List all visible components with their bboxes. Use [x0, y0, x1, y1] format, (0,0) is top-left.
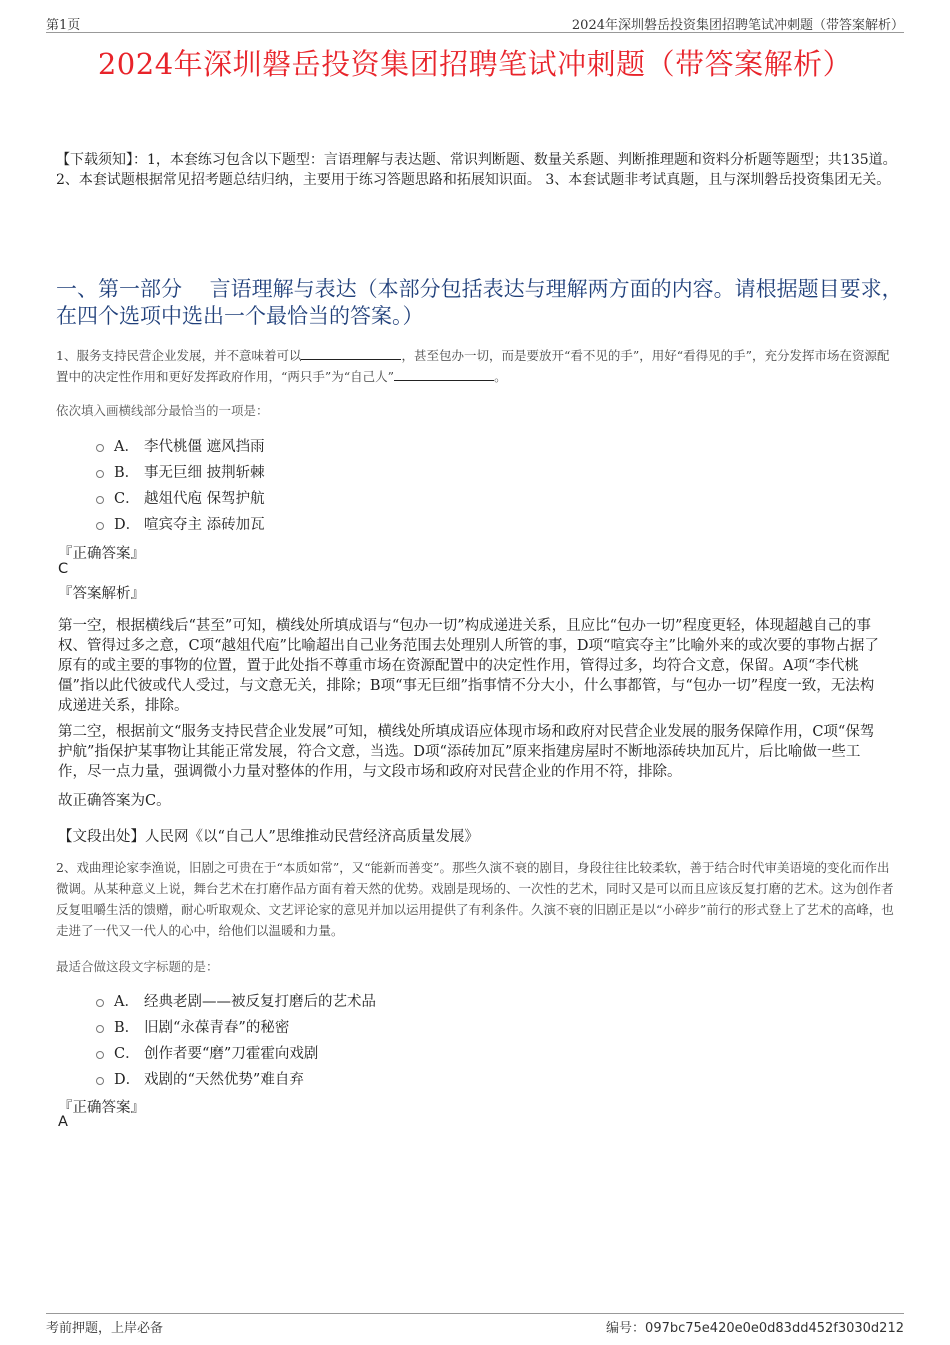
radio-icon[interactable] — [96, 444, 104, 452]
radio-icon[interactable] — [96, 1025, 104, 1033]
question-2-stem: 2、戏曲理论家李渔说，旧剧之可贵在于“本质如常”，又“能新而善变”。那些久演不衰的剧目，身段往往比较柔软，善于结合时代审美语境的变化而作出微调。从某种意义上说，舞台艺术在打磨作品方面有着天然的优势。戏剧是现场的、一次性的艺术，同时又是可以而且应该反复打磨的艺术。这为创作者反复咀嚼生活的馈赠，耐心听取观众、文艺评论家的意见并加以运用提供了有利条件。久演不衰的旧剧正是以“小碎步”前行的形式登上了艺术的高峰，也走进了一代又一代人的心中，给他们以温暖和力量。 — [56, 860, 894, 938]
download-notice: 【下载须知】：1，本套练习包含以下题型：言语理解与表达题、常识判断题、数量关系题、判断推理题和资料分析题等题型；共135道。 2、本套试题根据常见招考题总结归纳，主要用于练习答题思路和拓展知识面。 3、本套试题非考试真题，且与深圳磐岳投资集团无关。 — [56, 152, 897, 188]
page-number: 第1页 — [46, 18, 81, 33]
footer-slogan: 考前押题，上岸必备 — [46, 1321, 164, 1336]
radio-icon[interactable] — [96, 470, 104, 478]
analysis-conclusion: 故正确答案为C。 — [58, 793, 171, 809]
analysis-paragraph-1: 第一空，根据横线后“甚至”可知，横线处所填成语与“包办一切”构成递进关系，且应比“包办一切”程度更轻，体现超越自己的事权、管得过多之意，C项“越俎代庖”比喻超出自己业务范围去处理别人所管的事，D项“喧宾夺主”比喻外来的或次要的事物占据了原有的或主要的事物的位置，置于此处指不尊重市场在资源配置中的决定性作用，管得过多，均符合文意，保留。A项“李代桃僵”指以此代彼或代人受过，与文意无关，排除；B项“事无巨细”指事情不分大小，什么事都管，与“包办一切”程度一致，无法构成递进关系，排除。 — [58, 618, 879, 714]
option-a[interactable]: A． 经典老剧——被反复打磨后的艺术品 — [96, 987, 376, 1013]
question-2-prompt: 最适合做这段文字标题的是： — [56, 959, 219, 974]
question-1-stem: 1、服务支持民营企业发展，并不意味着可以 ，甚至包办一切，而是要放开“看不见的手”，用好“看得见的手”，充分发挥市场在资源配置中的决定性作用和更好发挥政府作用，“两只手”为“自己人” 。 — [56, 348, 890, 384]
blank-1 — [301, 347, 401, 360]
footer-code: 编号：097bc75e420e0e0d83dd452f3030d212 — [606, 1321, 904, 1336]
radio-icon[interactable] — [96, 522, 104, 530]
radio-icon[interactable] — [96, 1077, 104, 1085]
page-footer — [46, 1313, 904, 1336]
section-heading: 一、第一部分 言语理解与表达（本部分包括表达与理解两方面的内容。请根据题目要求，在四个选项中选出一个最恰当的答案。） — [56, 277, 903, 328]
question-2-options — [96, 987, 376, 1091]
answer-label: 『正确答案』 — [58, 1100, 145, 1116]
radio-icon[interactable] — [96, 1051, 104, 1059]
option-d[interactable]: D． 戏剧的“天然优势”难自弃 — [96, 1065, 376, 1091]
page-header — [46, 14, 904, 33]
header-doc-title: 2024年深圳磐岳投资集团招聘笔试冲刺题（带答案解析） — [571, 18, 904, 33]
question-1-prompt: 依次填入画横线部分最恰当的一项是： — [56, 403, 269, 418]
option-d[interactable]: D． 喧宾夺主 添砖加瓦 — [96, 510, 265, 536]
analysis-paragraph-2: 第二空，根据前文“服务支持民营企业发展”可知，横线处所填成语应体现市场和政府对民营企业发展的服务保障作用，C项“保驾护航”指保护某事物让其能正常发展，符合文意，当选。D项“添砖加瓦”原来指建房屋时不断地添砖块加瓦片，后比喻做一些工作，尽一点力量，强调微小力量对整体的作用，与文段市场和政府对民营企业的作用不符，排除。 — [58, 724, 875, 780]
option-a[interactable]: A． 李代桃僵 遮风挡雨 — [96, 432, 265, 458]
option-c[interactable]: C． 越俎代庖 保驾护航 — [96, 484, 265, 510]
option-b[interactable]: B． 事无巨细 披荆斩棘 — [96, 458, 265, 484]
blank-2 — [394, 368, 494, 381]
source-citation: 【文段出处】人民网《以“自己人”思维推动民营经济高质量发展》 — [58, 829, 479, 845]
radio-icon[interactable] — [96, 999, 104, 1007]
question-1-options — [96, 432, 265, 536]
answer-label: 『正确答案』 — [58, 546, 145, 562]
option-b[interactable]: B． 旧剧“永葆青春”的秘密 — [96, 1013, 376, 1039]
page-title: 2024年深圳磐岳投资集团招聘笔试冲刺题（带答案解析） — [97, 47, 853, 81]
answer-value: C — [58, 561, 69, 577]
radio-icon[interactable] — [96, 496, 104, 504]
analysis-label: 『答案解析』 — [58, 586, 145, 602]
answer-value: A — [58, 1114, 68, 1130]
option-c[interactable]: C． 创作者要“磨”刀霍霍向戏剧 — [96, 1039, 376, 1065]
